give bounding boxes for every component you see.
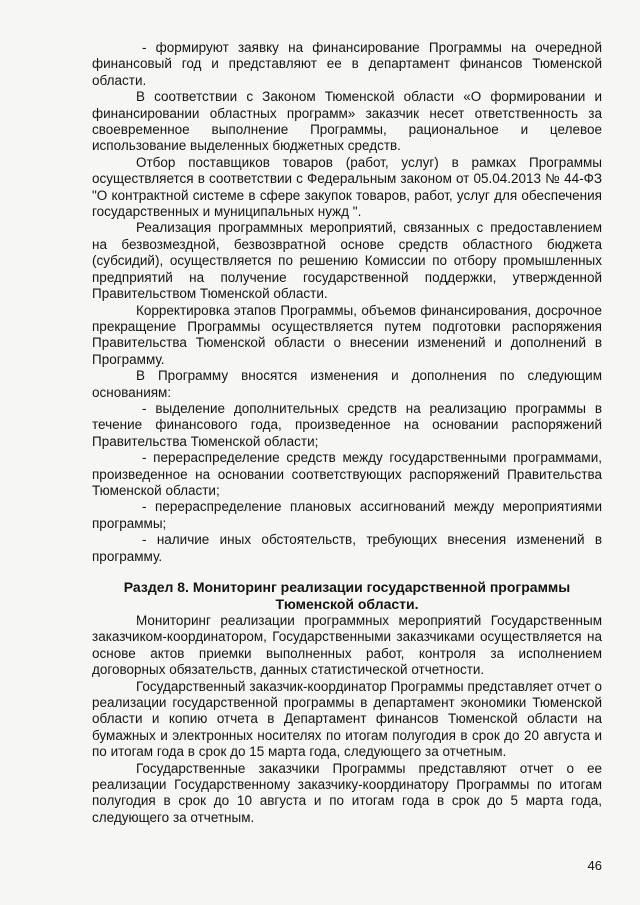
list-item: - наличие иных обстоятельств, требующих внесения изменений в программу.: [92, 532, 602, 564]
body-paragraph: Государственный заказчик-координатор Программы представляет отчет о реализации государственной программы в департамент экономики Тюменской области и копию отчета в Департамент финансов Тюменской области на бумажных и электронных носителях по итогам полугодия в срок до 20 августа и по итогам года в срок до 15 марта года, следующего за отчетным.: [92, 678, 602, 760]
body-paragraph: - формируют заявку на финансирование Программы на очередной финансовый год и представляют ее в департамент финансов Тюменской области.: [92, 40, 602, 88]
list-item: - перераспределение плановых ассигнований между мероприятиями программы;: [92, 499, 602, 531]
body-paragraph: В соответствии с Законом Тюменской области «О формировании и финансировании областных программ» заказчик несет ответственность за своевременное выполнение Программы, рациональное и целевое использование выделенных бюджетных средств.: [92, 89, 602, 154]
body-paragraph: Отбор поставщиков товаров (работ, услуг) в рамках Программы осуществляется в соответствии с Федеральным законом от 05.04.2013 № 44-ФЗ "О контрактной системе в сфере закупок товаров, работ, услуг для обеспечения государственных и муниципальных нужд ".: [92, 154, 602, 220]
list-item: - выделение дополнительных средств на реализацию программы в течение финансового года, произведенное на основании распоряжений Правительства Тюменской области;: [92, 400, 602, 449]
section-heading: Раздел 8. Мониторинг реализации государственной программы Тюменской области.: [123, 579, 571, 612]
body-paragraph: Реализация программных мероприятий, связанных с предоставлением на безвозмездной, безвозвратной основе средств областного бюджета (субсидий), осуществляется по решению Комиссии по отбору промышленных предприятий на получение государственной поддержки, утвержденной Правительством Тюменской области.: [92, 220, 602, 302]
body-paragraph: Корректировка этапов Программы, объемов финансирования, досрочное прекращение Программы осуществляется путем подготовки распоряжения Правительства Тюменской области о внесении изменений и дополнений в Программу.: [92, 302, 602, 367]
body-paragraph: В Программу вносятся изменения и дополнения по следующим основаниям:: [92, 368, 602, 400]
body-paragraph: Мониторинг реализации программных мероприятий Государственным заказчиком-координатором, Государственными заказчиками осуществляется на основе актов приемки выполненных работ, контроля за исполнением договорных обязательств, данных статистической отчетности.: [92, 613, 602, 678]
body-paragraph: Государственные заказчики Программы представляют отчет о ее реализации Государственному заказчику-координатору Программы по итогам полугодия в срок до 10 августа и по итогам года в срок до 5 марта года, следующего за отчетным.: [92, 760, 602, 825]
list-item: - перераспределение средств между государственными программами, произведенное на основании соответствующих распоряжений Правительства Тюменской области;: [92, 450, 602, 498]
page-number: 46: [587, 858, 602, 873]
